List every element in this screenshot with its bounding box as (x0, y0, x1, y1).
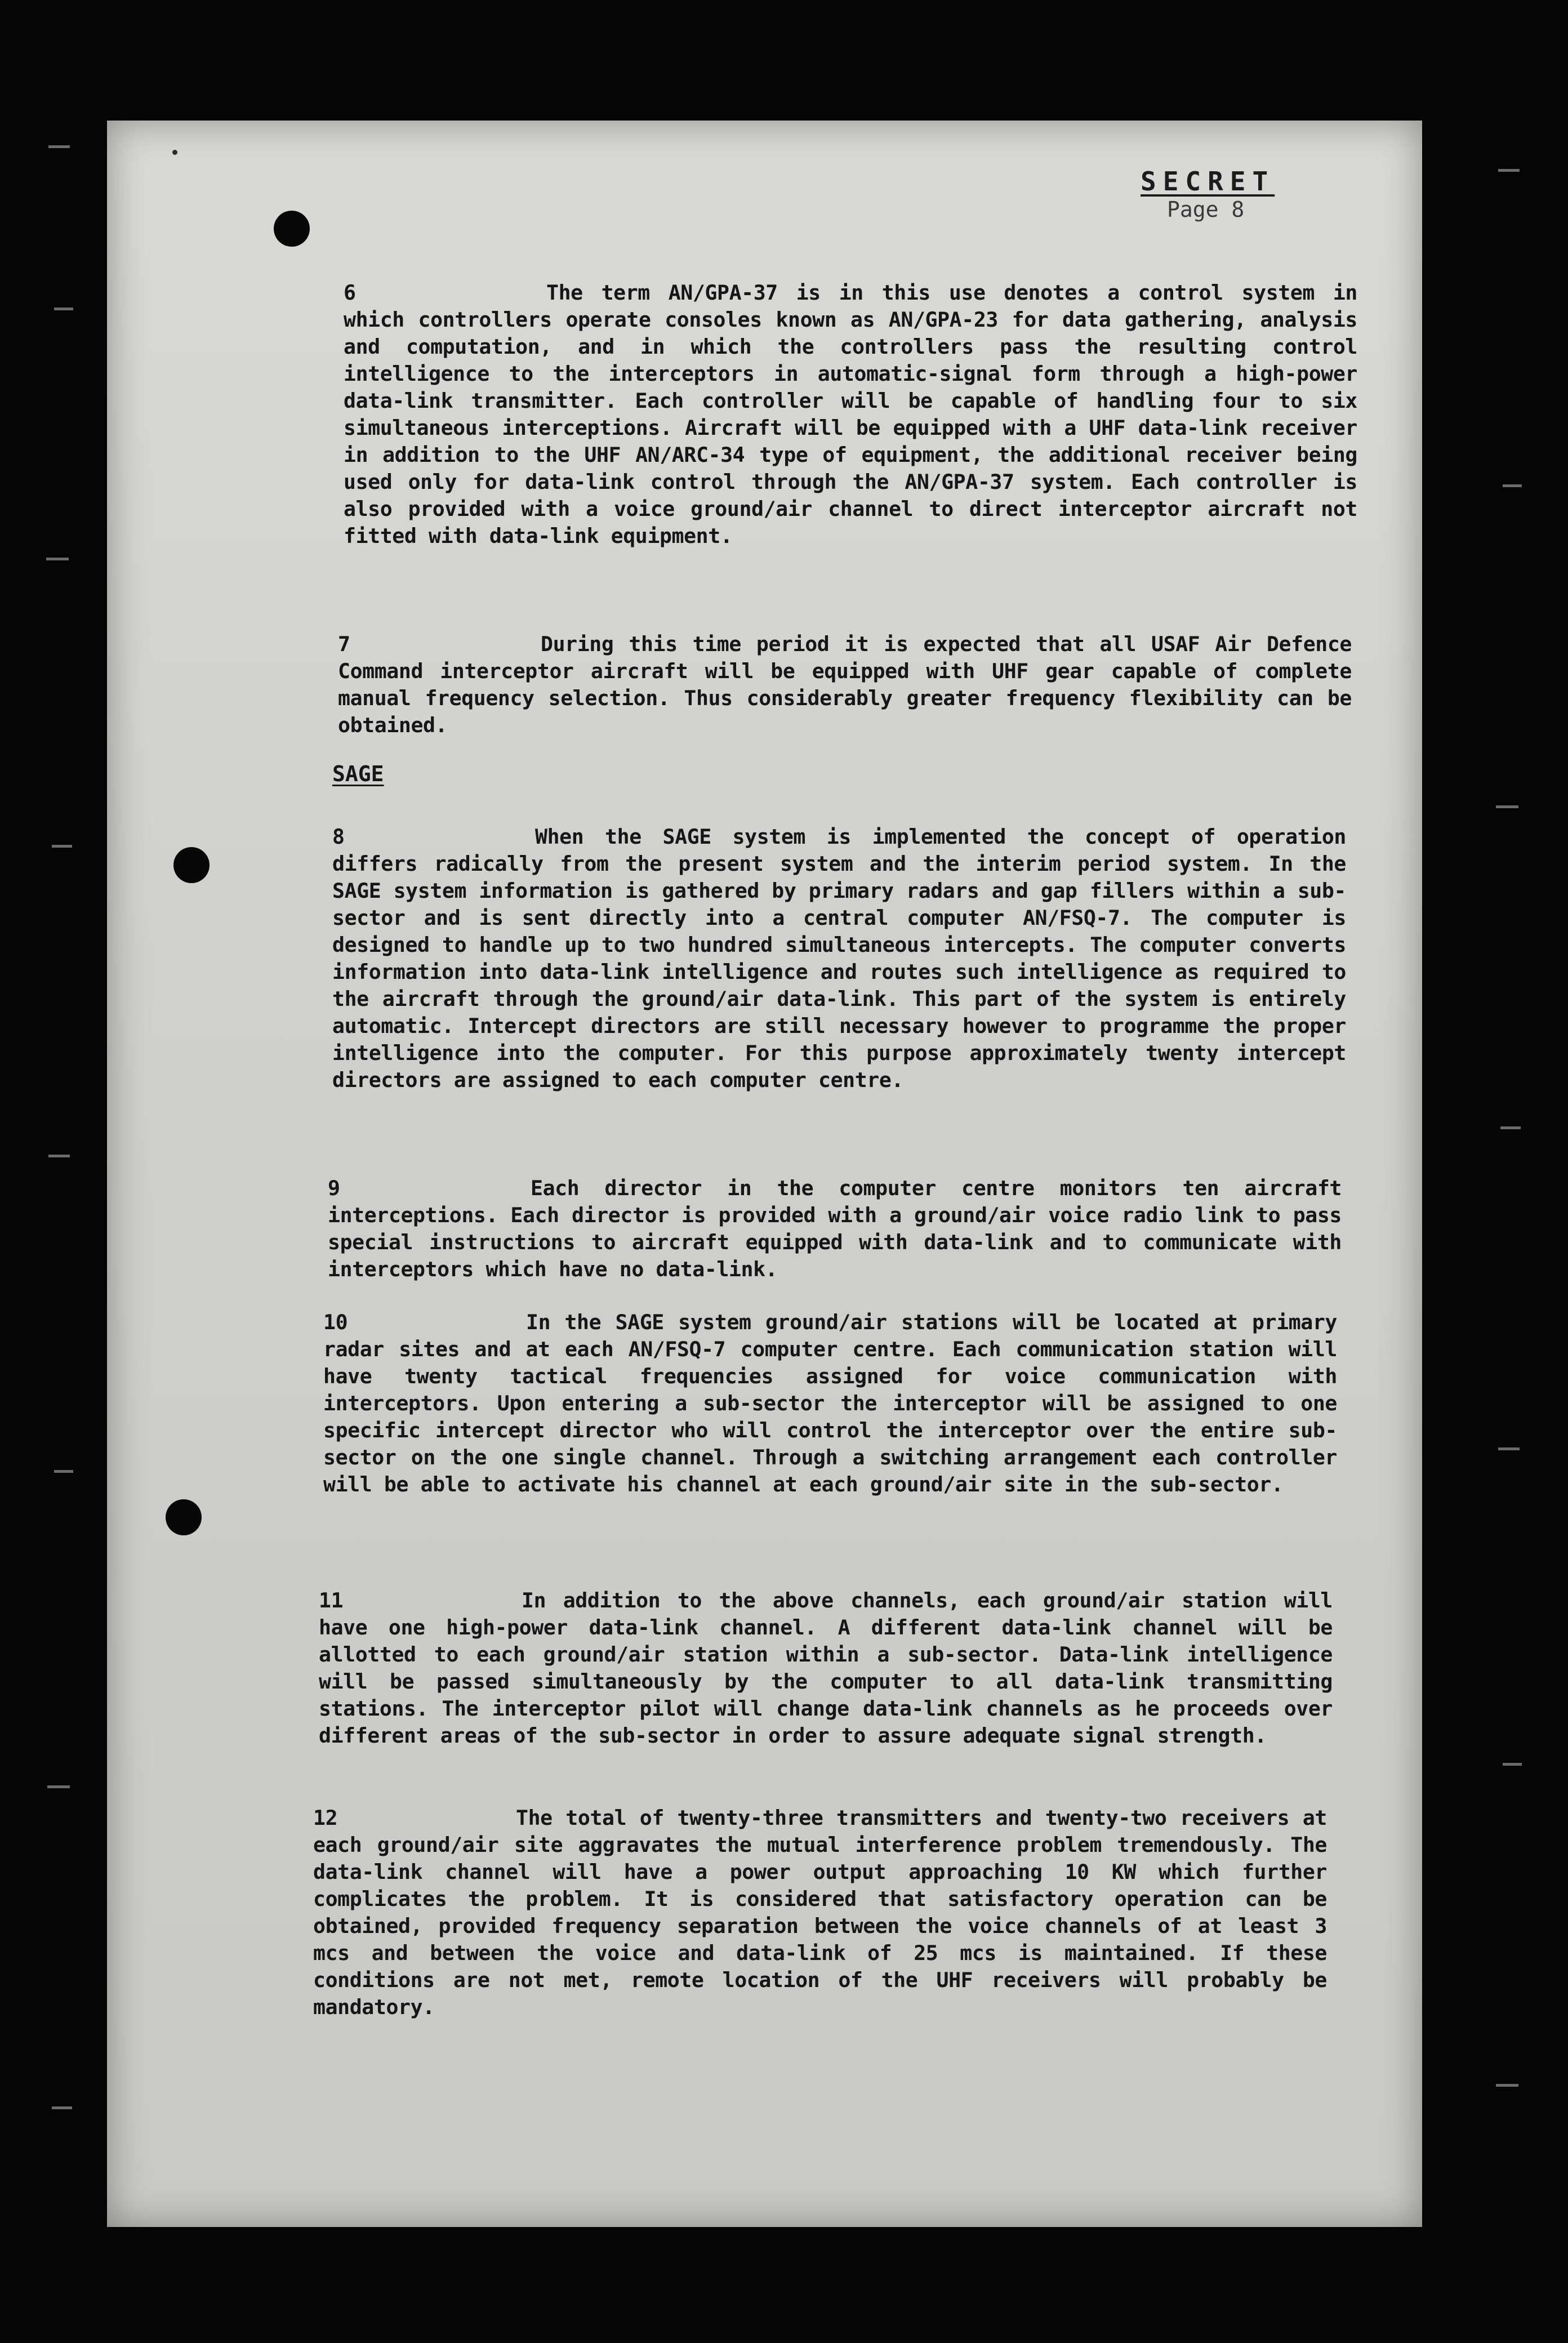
punch-hole (166, 1499, 202, 1535)
film-edge-mark (54, 308, 73, 310)
speck-mark (172, 150, 177, 155)
paragraph-number: 10 (323, 1310, 348, 1334)
paragraph-number: 7 (338, 632, 350, 656)
paragraph-text: The term AN/GPA-37 is in this use denotes a control system in which controllers operate consoles known as AN/GPA-23 for data gathering, analysis and computation, and in which the controllers pass the resulting control intelligence to the interceptors in automatic-signal form through a high-power data-link transmitter. Each controller will be capable of handling four to six simultaneous interceptions. Aircraft will be equipped with a UHF data-link receiver in addition to the UHF AN/ARC-34 type of equipment, the additional receiver being used only for data-link control through the AN/GPA-37 system. Each controller is also provided with a voice ground/air channel to direct interceptor aircraft not fitted with data-link equipment. (344, 280, 1357, 548)
film-edge-mark (1498, 169, 1520, 172)
film-edge-mark (52, 845, 72, 848)
paragraph-11 (319, 1587, 1333, 1749)
film-edge-mark (1496, 805, 1518, 808)
paragraph-6 (344, 279, 1357, 550)
film-edge-mark (54, 1470, 73, 1473)
paragraph-text: Each director in the computer centre monitors ten aircraft interceptions. Each director is provided with a ground/air voice radio link to pass special instructions to aircraft equipped with data-link and to communicate with interceptors which have no data-link. (328, 1176, 1342, 1281)
punch-hole (274, 211, 310, 247)
paragraph-text: In the SAGE system ground/air stations will be located at primary radar sites and at each AN/FSQ-7 computer centre. Each communication station will have twenty tactical frequencies assigned for voice communication with interceptors. Upon entering a sub-sector the interceptor will be assigned to one specific intercept director who will control the interceptor over the entire sub-sector on the one single channel. Through a switching arrangement each controller will be able to activate his channel at each ground/air site in the sub-sector. (323, 1310, 1337, 1496)
film-edge-mark (52, 2106, 72, 2109)
film-edge-mark (1500, 1126, 1521, 1129)
film-edge-mark (1496, 2084, 1518, 2087)
film-edge-mark (47, 1785, 70, 1788)
paragraph-10 (323, 1309, 1337, 1498)
classification-marking: SECRET (1141, 166, 1275, 197)
paragraph-number: 9 (328, 1176, 340, 1200)
paragraph-number: 11 (319, 1588, 344, 1613)
paragraph-text: In addition to the above channels, each ground/air station will have one high-power data-link channel. A different data-link channel will be allotted to each ground/air station within a sub-sector. Data-link intelligence will be passed simultaneously by the computer to all data-link transmitting stations. The interceptor pilot will change data-link channels as he proceeds over different areas of the sub-sector in order to assure adequate signal strength. (319, 1588, 1333, 1748)
paragraph-8 (332, 823, 1346, 1094)
paragraph-7 (338, 631, 1352, 739)
film-edge-mark (1498, 1447, 1520, 1450)
paragraph-number: 8 (332, 825, 345, 849)
paragraph-text: When the SAGE system is implemented the concept of operation differs radically from the present system and the interim period system. In the SAGE system information is gathered by primary radars and gap fillers within a sub-sector and is sent directly into a central computer AN/FSQ-7. The computer is designed to handle up to two hundred simultaneous intercepts. The computer converts information into data-link intelligence and routes such intelligence as required to the aircraft through the ground/air data-link. This part of the system is entirely automatic. Intercept directors are still necessary however to programme the proper intelligence into the computer. For this purpose approximately twenty intercept directors are assigned to each computer centre. (332, 825, 1346, 1092)
paragraph-number: 12 (313, 1806, 338, 1830)
section-heading: SAGE (332, 761, 384, 786)
paragraph-number: 6 (344, 280, 356, 305)
film-edge-mark (1503, 484, 1522, 487)
film-edge-mark (48, 145, 70, 148)
paragraph-9 (328, 1175, 1342, 1283)
paragraph-12 (313, 1805, 1327, 2021)
film-edge-mark (1503, 1763, 1522, 1766)
film-edge-mark (48, 1155, 70, 1157)
punch-hole (173, 847, 210, 883)
page-number: Page 8 (1167, 197, 1245, 222)
paragraph-text: During this time period it is expected that all USAF Air Defence Command interceptor aircraft will be equipped with UHF gear capable of complete manual frequency selection. Thus considerably greater frequency flexibility can be obtained. (338, 632, 1352, 737)
paragraph-text: The total of twenty-three transmitters and twenty-two receivers at each ground/air site aggravates the mutual interference problem tremendously. The data-link channel will have a power output approaching 10 KW which further complicates the problem. It is considered that satisfactory operation can be obtained, provided frequency separation between the voice channels of at least 3 mcs and between the voice and data-link of 25 mcs is maintained. If these conditions are not met, remote location of the UHF receivers will probably be mandatory. (313, 1806, 1327, 2019)
film-edge-mark (46, 558, 69, 560)
